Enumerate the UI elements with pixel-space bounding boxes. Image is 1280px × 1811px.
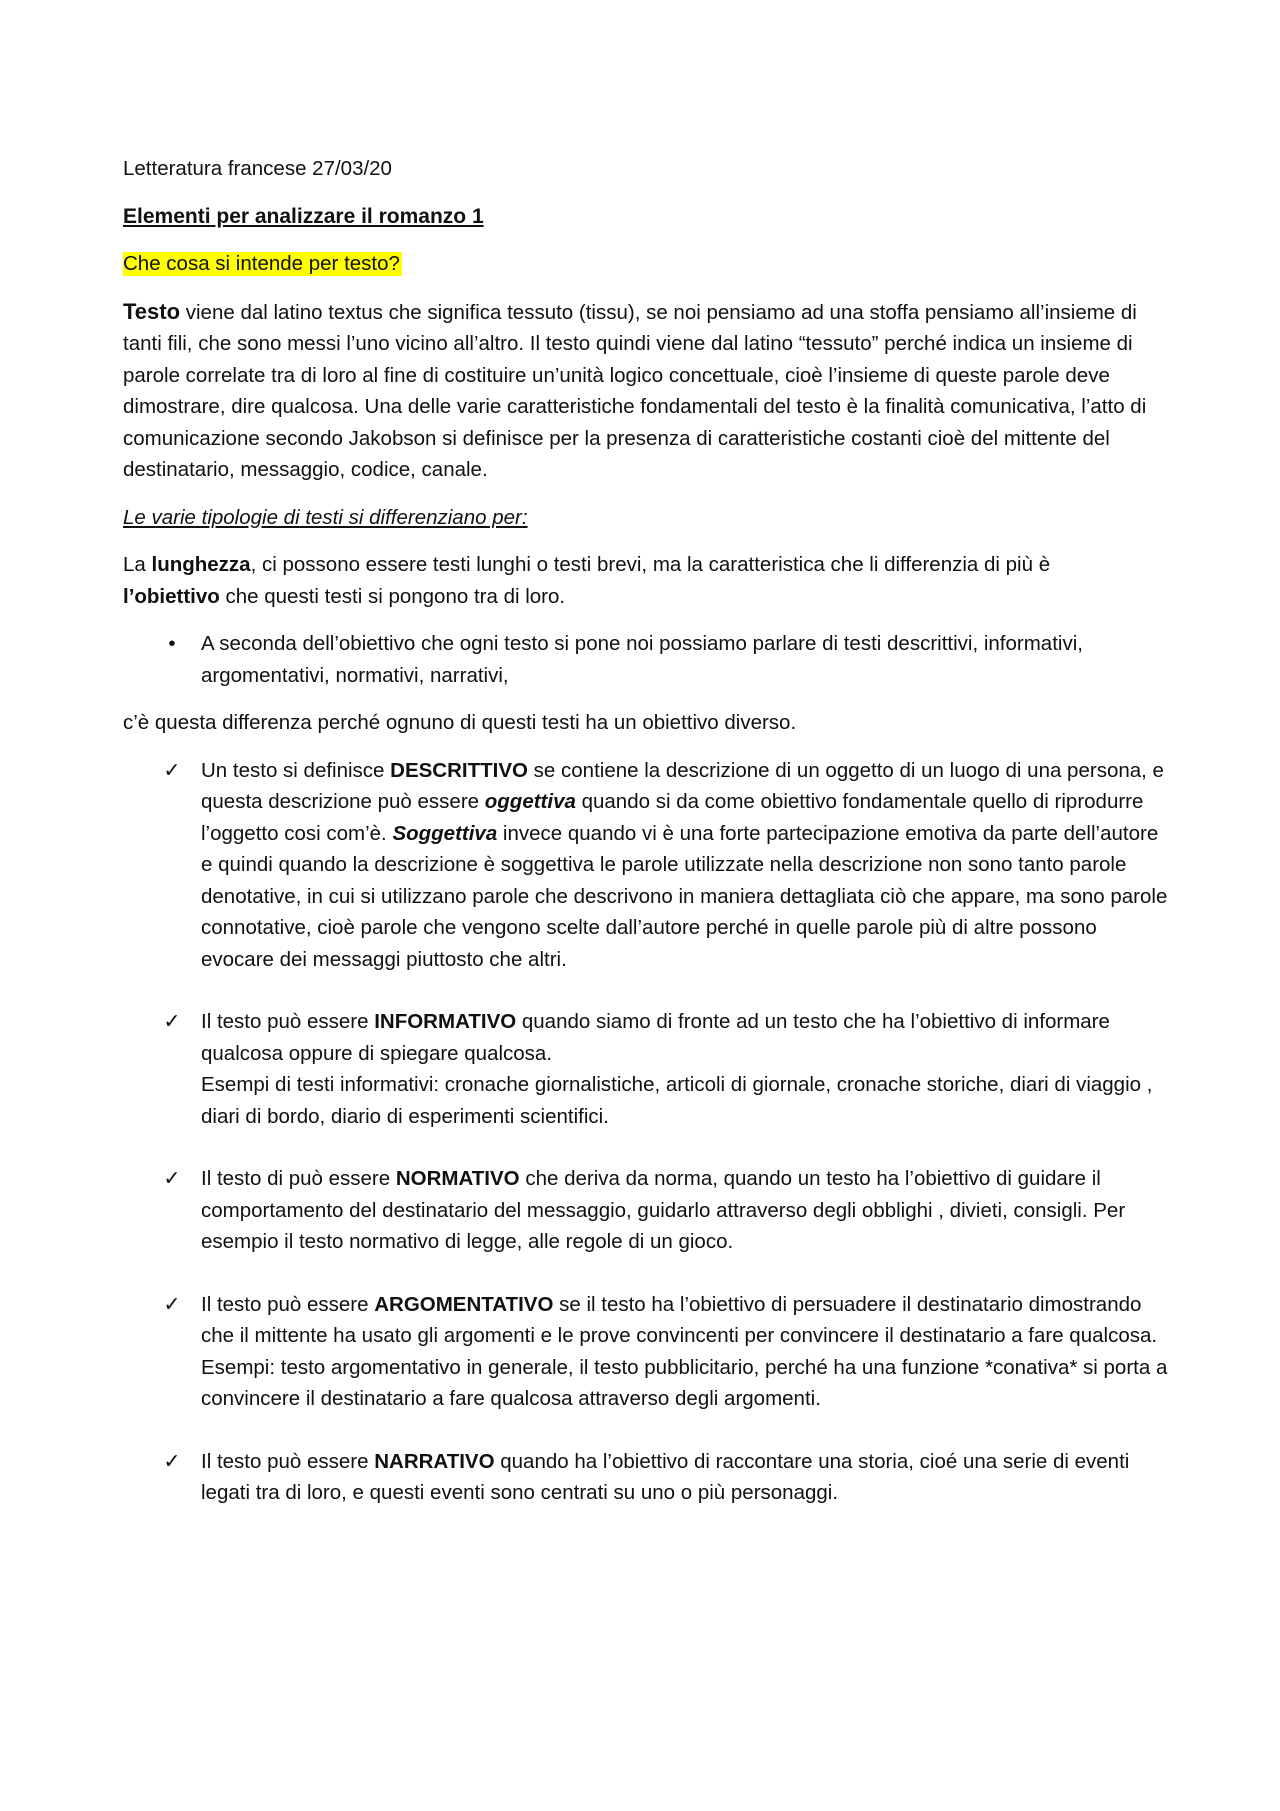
term-oggettiva: oggettiva xyxy=(484,790,576,813)
length-text-1: La xyxy=(123,553,152,576)
date-line: Letteratura francese 27/03/20 xyxy=(123,157,392,180)
normativo-text-2: che deriva da norma, quando un testo ha l’obiettivo di guidare il comportamento del destinatario del messaggio, guidarlo attraverso degli obblighi , divieti, consigli. Per esempio il testo normativo di legge, alle regole di un gioco. xyxy=(201,1167,1126,1253)
checkmark-icon: ✓ xyxy=(163,758,181,782)
keyword-narrativo: NARRATIVO xyxy=(374,1449,495,1473)
check-item-informativo xyxy=(123,1006,1168,1132)
checkmark-icon: ✓ xyxy=(163,1010,181,1033)
length-keyword: lunghezza xyxy=(151,553,251,576)
intro-paragraph xyxy=(123,296,1168,486)
check-item-narrativo xyxy=(123,1446,1168,1509)
checkmark-icon: ✓ xyxy=(163,1292,181,1316)
bullet-icon: • xyxy=(168,632,176,655)
descrittivo-text-3: quando si da come obiettivo fondamentale quello di riprodurre l’oggetto cosi com’è. xyxy=(201,790,1144,845)
narrativo-text-2: quando ha l’obiettivo di raccontare una storia, cioé una serie di eventi legati tra di loro, e questi eventi sono centrati su uno o più personaggi. xyxy=(201,1449,1130,1504)
question-line xyxy=(123,248,1168,280)
intro-body: viene dal latino textus che significa tessuto (tissu), se noi pensiamo ad una stoffa pensiamo all’insieme di tanti fili, che sono messi l’uno vicino all’altro. Il testo quindi viene dal latino “tessuto” perché indica un insieme di parole correlate tra di loro al fine di costituire un’unità logico concettuale, cioè l’insieme di queste parole deve dimostrare, dire qualcosa. Una delle varie caratteristiche fondamentali del testo è la finalità comunicativa, l’atto di comunicazione secondo Jakobson si definisce per la presenza di caratteristiche costanti cioè del mittente del destinatario, messaggio, codice, canale. xyxy=(123,300,1147,481)
difference-line: c’è questa differenza perché ognuno di questi testi ha un obiettivo diverso. xyxy=(123,711,797,734)
length-text-3: che questi testi si pongono tra di loro. xyxy=(219,584,566,608)
descrittivo-text-1: Un testo si definisce xyxy=(201,758,391,782)
argomentativo-text-2: se il testo ha l’obiettivo di persuadere il destinatario dimostrando che il mittente ha usato gli argomenti e le prove convincenti per convincere il destinatario a fare qualcosa. xyxy=(201,1292,1158,1347)
check-item-normativo xyxy=(123,1163,1168,1258)
checkmark-icon: ✓ xyxy=(163,1449,181,1473)
argomentativo-text-1: Il testo può essere xyxy=(201,1292,375,1316)
descrittivo-text-2: se contiene la descrizione di un oggetto di un luogo di una persona, e questa descrizione può essere xyxy=(201,758,1164,813)
term-soggettiva: Soggettiva xyxy=(392,821,498,845)
intro-lead-word: Testo xyxy=(123,298,181,324)
highlighted-question: Che cosa si intende per testo? xyxy=(123,252,400,275)
document-title: Elementi per analizzare il romanzo 1 xyxy=(123,204,484,228)
objective-keyword: l’obiettivo xyxy=(123,584,220,608)
keyword-informativo: INFORMATIVO xyxy=(374,1010,517,1033)
keyword-normativo: NORMATIVO xyxy=(395,1167,520,1190)
checkmark-icon: ✓ xyxy=(163,1167,181,1190)
descrittivo-text-4: invece quando vi è una forte partecipazione emotiva da parte dell’autore e quindi quando la descrizione è soggettiva le parole utilizzate nella descrizione non sono tanto parole denotative, in cui si utilizzano parole che descrivono in maniera dettagliata ciò che appare, ma sono parole connotative, cioè parole che vengono scelte dall’autore perché in quelle parole più di altre possono evocare dei messaggi piuttosto che altri. xyxy=(201,821,1168,971)
length-paragraph xyxy=(123,549,1168,612)
informativo-examples: Esempi di testi informativi: cronache giornalistiche, articoli di giornale, cronache storiche, diari di viaggio , diari di bordo, diario di esperimenti scientifici. xyxy=(201,1073,1153,1128)
keyword-argomentativo: ARGOMENTATIVO xyxy=(374,1292,554,1316)
narrativo-text-1: Il testo può essere xyxy=(201,1449,375,1473)
document-body xyxy=(123,153,1168,1509)
check-item-argomentativo xyxy=(123,1289,1168,1415)
length-text-2: , ci possono essere testi lunghi o testi brevi, ma la caratteristica che li differenzia di più è xyxy=(250,553,1051,576)
argomentativo-examples: Esempi: testo argomentativo in generale, il testo pubblicitario, perché ha una funzione *conativa* si porta a convincere il destinatario a fare qualcosa attraverso degli argomenti. xyxy=(201,1355,1168,1410)
normativo-text-1: Il testo di può essere xyxy=(201,1167,396,1190)
informativo-text-1: Il testo può essere xyxy=(201,1010,375,1033)
keyword-descrittivo: DESCRITTIVO xyxy=(390,758,528,782)
bullet-text: A seconda dell’obiettivo che ogni testo si pone noi possiamo parlare di testi descrittivi, informativi, argomentativi, normativi, narrativi, xyxy=(201,632,1083,687)
bullet-list-item xyxy=(123,628,1168,691)
check-item-descrittivo xyxy=(123,755,1168,976)
informativo-text-2: quando siamo di fronte ad un testo che ha l’obiettivo di informare qualcosa oppure di spiegare qualcosa. xyxy=(201,1010,1110,1065)
subheading: Le varie tipologie di testi si differenziano per: xyxy=(123,505,528,529)
